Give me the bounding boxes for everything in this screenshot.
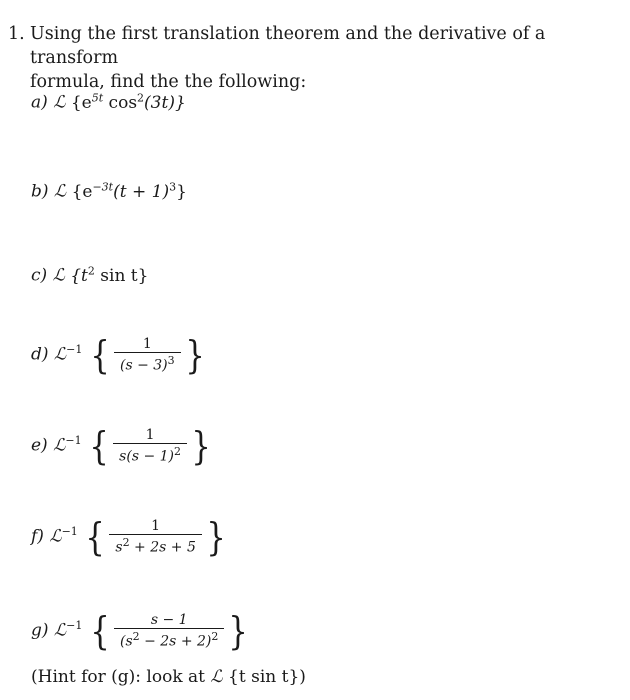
item-e <box>31 424 213 468</box>
item-g-fraction <box>114 612 224 650</box>
laplace-operator: ℒ <box>210 667 223 687</box>
item-c-expr: {$t^2$ sin t} <box>70 264 149 286</box>
denominator: $(s - 3)^3$ <box>114 352 181 374</box>
inverse-laplace-operator: ℒ <box>53 344 67 365</box>
item-a-label: a) <box>31 92 48 113</box>
numerator: s − 1 <box>150 612 188 629</box>
inverse-laplace-operator: ℒ <box>53 620 67 641</box>
item-a <box>31 91 186 113</box>
laplace-operator: ℒ <box>53 92 66 113</box>
inverse-exponent: −1 <box>65 433 82 447</box>
inverse-exponent: −1 <box>66 618 83 632</box>
item-e-label: e) <box>31 435 48 456</box>
left-brace: { <box>89 424 109 468</box>
right-brace: } <box>228 609 249 653</box>
item-d <box>31 333 207 377</box>
laplace-operator: ℒ <box>53 181 67 202</box>
item-c <box>31 264 148 286</box>
numerator: 1 <box>145 427 155 444</box>
item-b <box>31 180 187 202</box>
hint-text: (Hint for (g): look at ℒ {t sin t}) <box>31 667 306 687</box>
denominator: $s^2 + 2s + 5$ <box>109 534 201 556</box>
left-brace: { <box>90 609 110 653</box>
laplace-operator: ℒ <box>52 265 65 286</box>
denominator: $(s^2 - 2s + 2)^2$ <box>114 628 224 650</box>
problem-intro <box>30 22 622 94</box>
item-f <box>31 515 228 559</box>
right-brace: } <box>185 333 205 377</box>
item-f-fraction <box>109 518 201 556</box>
left-brace: { <box>85 515 105 559</box>
item-g <box>31 609 251 653</box>
inverse-exponent: −1 <box>66 342 83 356</box>
item-a-expr: {$e^{5t}$ $\cos^2(3t)$} <box>70 91 186 113</box>
problem-intro-line1: Using the first translation theorem and the derivative of a transform <box>30 24 546 68</box>
item-g-label: g) <box>31 620 49 641</box>
item-b-expr: $\{e^{-3t}(t + 1)^3\}$ <box>71 180 187 202</box>
right-brace: } <box>206 515 226 559</box>
item-f-label: f) <box>31 526 44 547</box>
item-d-label: d) <box>31 344 49 365</box>
right-brace: } <box>191 424 211 468</box>
inverse-laplace-operator: ℒ <box>53 435 66 456</box>
problem-number: 1. <box>8 24 25 44</box>
item-c-label: c) <box>31 265 48 286</box>
left-brace: { <box>90 333 110 377</box>
numerator: 1 <box>142 336 152 353</box>
inverse-laplace-operator: ℒ <box>49 526 62 547</box>
numerator: 1 <box>151 518 161 535</box>
problem-intro-line2: formula, find the the following: <box>30 72 307 92</box>
item-e-fraction <box>113 427 187 465</box>
item-b-label: b) <box>31 181 49 202</box>
inverse-exponent: −1 <box>61 524 78 538</box>
denominator: $s(s - 1)^2$ <box>113 443 187 465</box>
item-d-fraction <box>114 336 181 374</box>
